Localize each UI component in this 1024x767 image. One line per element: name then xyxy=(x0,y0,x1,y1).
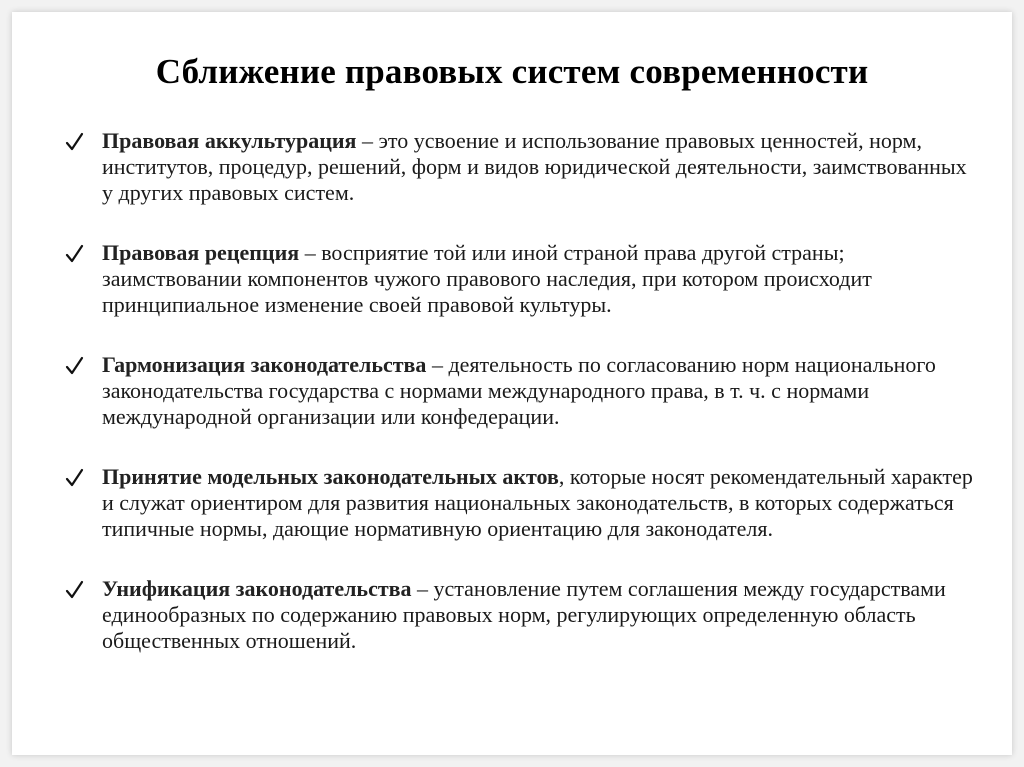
item-definition: – восприятие той или иной страной права другой страны; заимствовании компонентов чужого правового наследия, при котором происходит принципиальное изменение своей правовой культуры. xyxy=(102,240,872,317)
slide xyxy=(12,12,1012,755)
list-item xyxy=(62,576,982,654)
slide-title: Сближение правовых систем современности xyxy=(155,52,869,91)
item-term: Правовая рецепция xyxy=(102,240,300,265)
checkmark-icon xyxy=(65,240,85,266)
list-item xyxy=(62,240,982,318)
list-item xyxy=(62,128,982,206)
list-item xyxy=(62,464,982,542)
item-definition: – деятельность по согласованию норм национального законодательства государства с нормами международного права, в т. ч. с нормами международной организации или конфедерации. xyxy=(102,352,936,429)
item-definition: , которые носят рекомендательный характер и служат ориентиром для развития национальных законодательств, в которых содержаться типичные нормы, дающие нормативную ориентацию для законодателя. xyxy=(102,464,973,541)
item-term: Правовая аккультурация xyxy=(102,128,357,153)
bullet-list xyxy=(62,128,982,688)
item-term: Принятие модельных законодательных актов xyxy=(102,464,559,489)
checkmark-icon xyxy=(65,576,85,602)
checkmark-icon xyxy=(65,464,85,490)
checkmark-icon xyxy=(65,352,85,378)
item-term: Гармонизация законодательства xyxy=(102,352,427,377)
item-definition: – установление путем соглашения между государствами единообразных по содержанию правовых норм, регулирующих определенную область общественных отношений. xyxy=(102,576,946,653)
item-definition: – это усвоение и использование правовых ценностей, норм, институтов, процедур, решений, форм и видов юридической деятельности, заимствованных у других правовых систем. xyxy=(102,128,967,205)
list-item xyxy=(62,352,982,430)
checkmark-icon xyxy=(65,128,85,154)
item-term: Унификация законодательства xyxy=(102,576,412,601)
